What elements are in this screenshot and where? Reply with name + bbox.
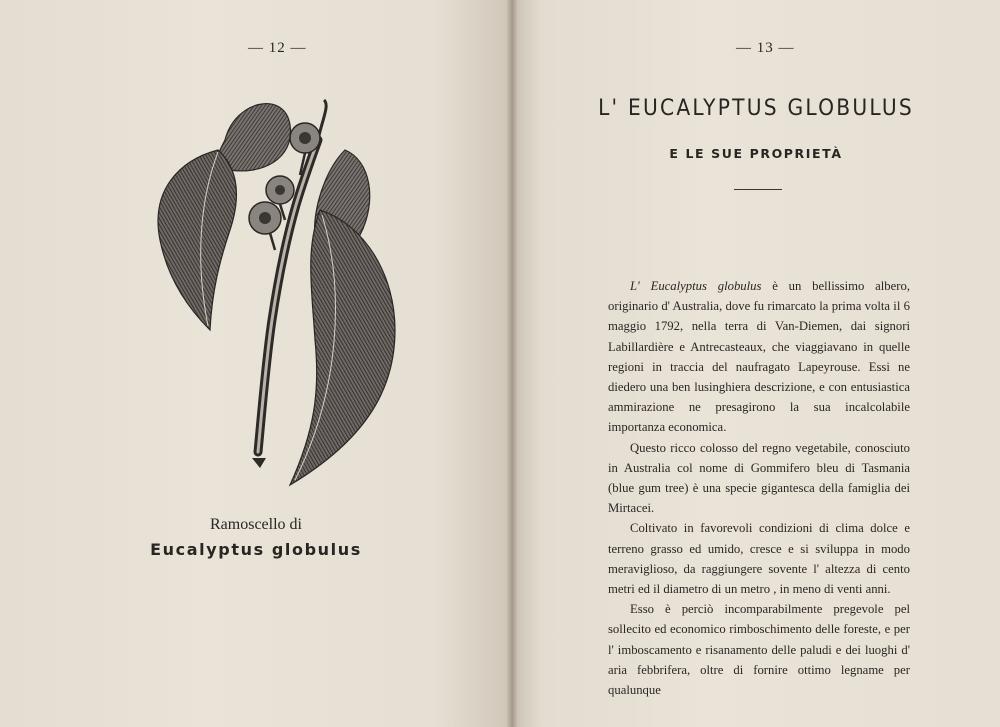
paragraph: Questo ricco colosso del regno vegetabile, conosciuto in Australia col nome di Gommifero bleu di Tasmania (blue gum tree) è una specie gigantesca della famiglia dei Mirtacei.	[608, 440, 910, 516]
eucalyptus-branch-engraving	[140, 90, 410, 490]
paragraph	[608, 276, 910, 438]
book-gutter	[506, 0, 518, 727]
chapter-title: L' EUCALYPTUS GLOBULUS	[598, 96, 914, 121]
paragraph-text: è un bellissimo albero, originario d' Australia, dove fu rimarcato la prima volta il 6 maggio 1792, nella terra di Van-Diemen, dai signori Labillardière e Antrecasteaux, che viaggiavano in quelle regioni in traccia del naufragato Lapeyrouse. Essi ne diedero una ben lusinghiera descrizione, e con entusiastica ammirazione ne presagirono la sua incalcolabile importanza economica.	[608, 279, 910, 435]
paragraph: Coltivato in favorevoli condizioni di clima dolce e terreno grasso ed umido, cresce e si sviluppa in modo meraviglioso, da raggiungere sovente l' altezza di cento metri ed il diametro di un metro , in meno di venti anni.	[608, 521, 910, 597]
page-number-right: — 13 —	[736, 40, 795, 56]
chapter-subtitle: E LE SUE PROPRIETÀ	[669, 146, 843, 161]
page-number-left: — 12 —	[248, 40, 307, 56]
section-divider	[734, 189, 782, 190]
body-text	[608, 276, 910, 700]
illustration-caption-line2: Eucalyptus globulus	[150, 540, 362, 559]
right-page	[512, 0, 1000, 727]
species-name-italic: L' Eucalyptus globulus	[630, 279, 762, 293]
paragraph: Esso è perciò incomparabilmente pregevole pel sollecito ed economico rimboschimento delle foreste, e per l' imboscamento e risanamento delle paludi e dei luoghi d' aria febbrifera, oltre di fornire ottimo legname per qualunque	[608, 602, 910, 698]
illustration-caption-line1: Ramoscello di	[210, 516, 302, 533]
